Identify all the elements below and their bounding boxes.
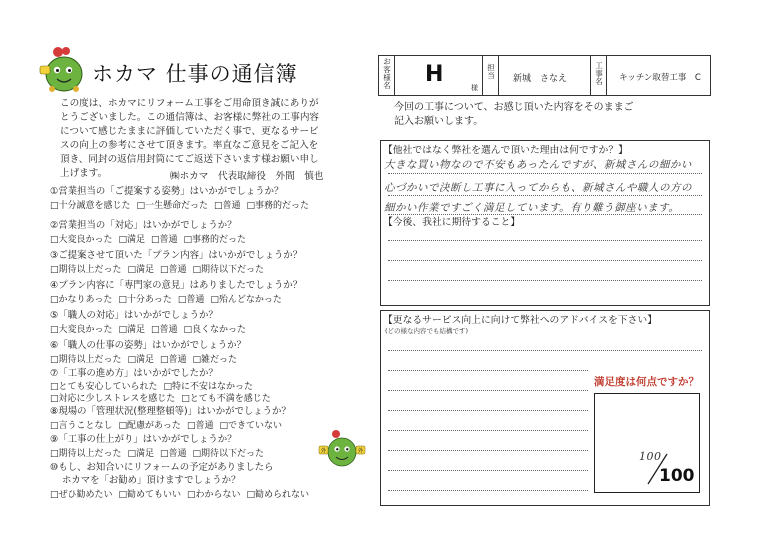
writing-line	[388, 280, 702, 281]
customer-honorific: 様	[471, 84, 478, 92]
checkbox-option[interactable]: □大変良かった	[50, 235, 113, 245]
question-9: ⑨「工事の仕上がり」はいかがでしょうか？	[50, 434, 237, 445]
customer-label: お 客 様 名	[383, 57, 391, 90]
checkbox-option[interactable]: □満足	[118, 325, 146, 335]
checkbox-option[interactable]: □できていない	[219, 421, 282, 431]
question-4: ④プラン内容に「専門家の意見」はありましたでしょうか？	[50, 280, 303, 291]
staff-label: 担 当	[487, 63, 495, 80]
question-9-options	[50, 448, 270, 460]
writing-line	[388, 240, 702, 241]
checkbox-option[interactable]: □満足	[127, 265, 155, 275]
checkbox-option[interactable]: □普通	[186, 421, 214, 431]
writing-line	[388, 430, 588, 431]
question-10: ⑩もし、お知合いにリフォームの予定がありましたら	[50, 462, 274, 473]
checkbox-option[interactable]: □対応に少しストレスを感じた	[50, 394, 176, 404]
customer-label-cell	[379, 56, 395, 95]
question-1-options	[50, 200, 315, 212]
question-10-line2: ホカマを「お勧め」頂けますでしょうか？	[62, 475, 241, 486]
checkbox-option[interactable]: □普通	[160, 265, 187, 275]
question-6: ⑥「職人の仕事の姿勢」はいかがでしょうか？	[50, 340, 246, 351]
checkbox-option[interactable]: □期待以上だった	[50, 355, 122, 365]
question-8-options	[50, 420, 288, 432]
intro-line: この度は、ホカマにリフォーム工事をご用命頂き誠にありが	[60, 98, 319, 109]
question-3: ③ご提案させて頂いた「プラン内容」はいかがでしょうか？	[50, 250, 303, 261]
checkbox-option[interactable]: □普通	[151, 235, 178, 245]
checkbox-option[interactable]: □良くなかった	[183, 325, 247, 335]
checkbox-option[interactable]: □満足	[118, 235, 146, 245]
checkbox-option[interactable]: □特に不安はなかった	[163, 382, 254, 392]
score-box[interactable]	[594, 393, 700, 493]
intro-line: について感じたままに評価していただく事で、更なるサービ	[60, 126, 319, 137]
question-2-options	[50, 234, 252, 246]
checkbox-option[interactable]: □普通	[177, 295, 205, 305]
checkbox-option[interactable]: □雑だった	[192, 355, 238, 365]
checkbox-option[interactable]: □満足	[127, 449, 155, 459]
staff-label-cell	[483, 56, 499, 95]
intro-line: 頂き、同封の返信用封筒にてご返送下さいます様お願い申し	[60, 154, 319, 165]
checkbox-option[interactable]: □十分あった	[118, 295, 172, 305]
writing-line	[388, 390, 588, 391]
checkbox-option[interactable]: □普通	[160, 355, 187, 365]
intro-line: スの向上の参考にさせて頂きます。率直なご意見をご記入を	[60, 140, 319, 151]
checkbox-option[interactable]: □期待以下だった	[192, 449, 265, 459]
checkbox-option[interactable]: □勧められない	[246, 490, 310, 500]
checkbox-option[interactable]: □普通	[214, 201, 241, 211]
customer-info-table	[378, 55, 711, 96]
prompt-line: 記入お願いします。	[394, 116, 484, 127]
checkbox-option[interactable]: □言うことなし	[50, 421, 113, 431]
badge-right-label: 外	[357, 448, 364, 455]
intro-line: 上げます。	[60, 168, 108, 179]
question-8: ⑧現場の「管理状況(整理整頓等)」はいかがでしょうか？	[50, 406, 291, 417]
checkbox-option[interactable]: □殆んどなかった	[210, 295, 282, 305]
badge-left-label: 外	[320, 448, 327, 455]
work-label-cell	[591, 56, 607, 95]
customer-name-cell[interactable]	[395, 56, 483, 95]
question-7: ⑦「工事の進め方」はいかがでしたか？	[50, 368, 218, 379]
reason-handwriting-2: 心づかいで決断し工事に入ってからも、新城さんや職人の方の	[384, 182, 692, 194]
checkbox-option[interactable]: □十分誠意を感じた	[50, 201, 131, 211]
question-3-options	[50, 264, 270, 276]
mascot-small-icon	[318, 428, 366, 472]
checkbox-option[interactable]: □事務的だった	[246, 201, 310, 211]
writing-line	[388, 410, 588, 411]
work-name: キッチン取替工事 C	[619, 73, 701, 83]
reason-title: 【他社ではなく弊社を選んで頂いた理由は何ですか？】	[383, 145, 628, 156]
checkbox-option[interactable]: □配慮があった	[118, 421, 181, 431]
checkbox-option[interactable]: □勧めてもいい	[118, 490, 182, 500]
question-7-options	[50, 381, 259, 393]
advice-subtitle: (どの様な内容でも結構です)	[385, 327, 469, 335]
writing-line	[388, 260, 702, 261]
mascot-icon	[38, 44, 90, 96]
checkbox-option[interactable]: □期待以上だった	[50, 449, 122, 459]
staff-name: 新城 さなえ	[513, 74, 568, 84]
score-handwritten: 100	[639, 450, 662, 463]
checkbox-option[interactable]: □期待以下だった	[192, 265, 265, 275]
checkbox-option[interactable]: □とても不満を感じた	[181, 394, 271, 404]
question-6-options	[50, 354, 243, 366]
work-name-cell[interactable]	[607, 56, 712, 95]
writing-line	[388, 490, 588, 491]
score-label: 満足度は何点ですか？	[594, 376, 699, 388]
score-max: 100	[659, 466, 695, 486]
question-1: ①営業担当の「ご提案する姿勢」はいかがでしょうか？	[50, 186, 284, 197]
question-5-options	[50, 324, 252, 336]
writing-line	[388, 470, 588, 471]
writing-line	[388, 350, 702, 351]
question-5: ⑤「職人の対応」はいかがでしょうか？	[50, 310, 218, 321]
question-10-options	[50, 489, 315, 501]
checkbox-option[interactable]: □普通	[160, 449, 187, 459]
reason-handwriting-1: 大きな買い物なので不安もあったんですが、新城さんの細かい	[384, 159, 692, 171]
expect-title: 【今後、我社に期待すること】	[383, 217, 521, 228]
checkbox-option[interactable]: □わからない	[187, 490, 241, 500]
checkbox-option[interactable]: □かなりあった	[50, 295, 113, 305]
writing-line	[388, 173, 702, 174]
checkbox-option[interactable]: □一生懸命だった	[136, 201, 209, 211]
question-2: ②営業担当の「対応」はいかがでしょうか？	[50, 220, 237, 231]
page-title: ホカマ 仕事の通信簿	[92, 62, 298, 86]
checkbox-option[interactable]: □大変良かった	[50, 325, 113, 335]
advice-title: 【更なるサービス向上に向けて弊社へのアドバイスを下さい】	[383, 315, 658, 326]
staff-name-cell[interactable]	[499, 56, 591, 95]
question-4-options	[50, 294, 288, 306]
writing-line	[388, 450, 588, 451]
checkbox-option[interactable]: □ぜひ勧めたい	[50, 490, 113, 500]
reason-handwriting-3: 細かい作業ですごく満足しています。有り難う御座います。	[384, 202, 680, 214]
feedback-prompt	[394, 101, 694, 129]
checkbox-option[interactable]: □普通	[151, 325, 178, 335]
checkbox-option[interactable]: □期待以上だった	[50, 265, 122, 275]
work-label: 工 事 名	[595, 61, 603, 86]
writing-line	[388, 370, 588, 371]
question-7-options-2	[50, 393, 277, 405]
signature: ㈱ホカマ 代表取締役 外間 慎也	[170, 171, 324, 182]
intro-line: とうございました。この通信簿は、お客様に弊社の工事内容	[60, 112, 320, 123]
customer-name: H	[425, 62, 444, 87]
checkbox-option[interactable]: □とても安心していられた	[50, 382, 158, 392]
checkbox-option[interactable]: □満足	[127, 355, 155, 365]
checkbox-option[interactable]: □事務的だった	[183, 235, 247, 245]
prompt-line: 今回の工事について、お感じ頂いた内容をそのままご	[394, 102, 634, 113]
writing-line	[388, 195, 702, 196]
